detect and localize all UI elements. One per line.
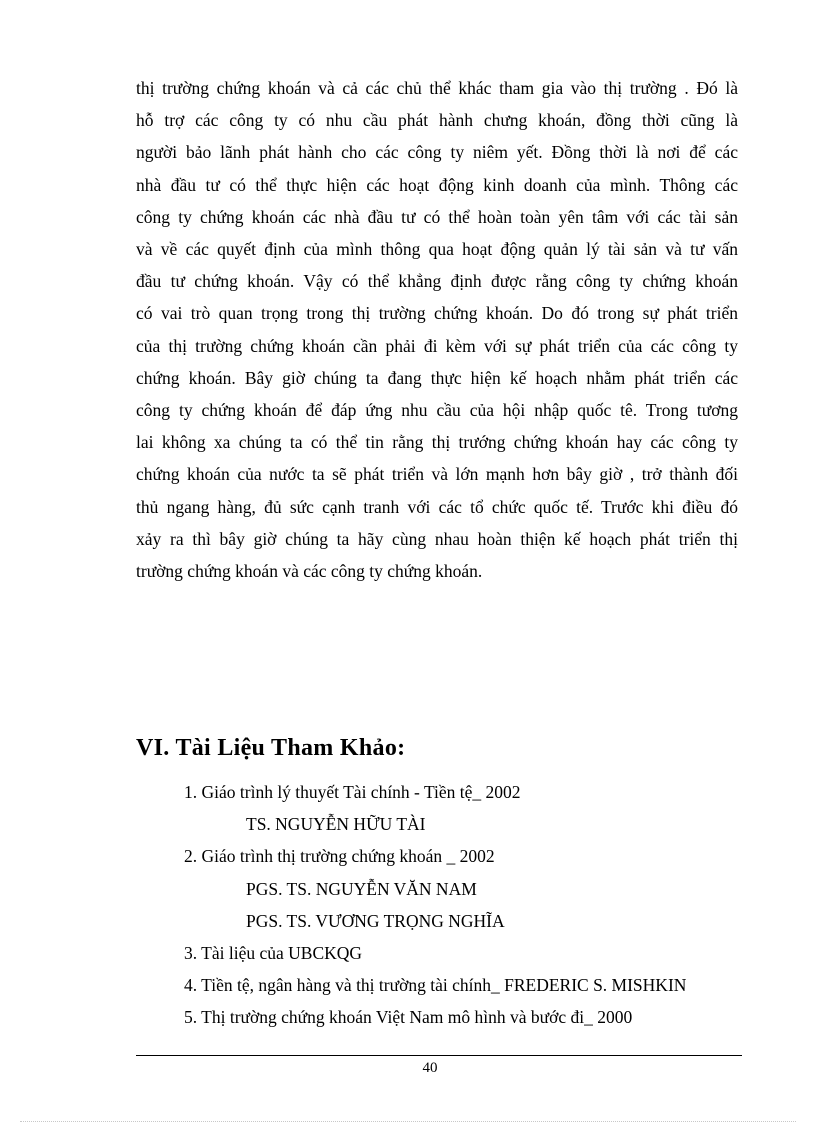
body-line: trường chứng khoán và các công ty chứng khoán. bbox=[136, 561, 483, 582]
body-line: thủ ngang hàng, đủ sức cạnh tranh với các tổ chức quốc tế. Trước khi điều đó bbox=[136, 496, 738, 517]
references-list bbox=[184, 776, 686, 1034]
body-line: xảy ra thì bây giờ chúng ta hãy cùng nhau hoàn thiện kế hoạch phát triển thị bbox=[136, 528, 738, 549]
page-number: 40 bbox=[422, 1060, 438, 1076]
references-heading: VI. Tài Liệu Tham Khảo: bbox=[136, 735, 406, 761]
body-line: có vai trò quan trọng trong thị trường chứng khoán. Do đó trong sự phát triển bbox=[136, 303, 738, 324]
page-bottom-edge bbox=[20, 1121, 796, 1122]
reference-author: TS. NGUYỄN HỮU TÀI bbox=[246, 814, 426, 835]
reference-author: PGS. TS. NGUYỄN VĂN NAM bbox=[246, 878, 477, 899]
reference-item: 4. Tiền tệ, ngân hàng và thị trường tài chính_ FREDERIC S. MISHKIN bbox=[184, 975, 687, 996]
reference-item: 2. Giáo trình thị trường chứng khoán _ 2002 bbox=[184, 846, 495, 867]
body-line: chứng khoán. Bây giờ chúng ta đang thực hiện kế hoạch nhằm phát triển các bbox=[136, 367, 738, 388]
body-line: hỗ trợ các công ty có nhu cầu phát hành chưng khoán, đồng thời cũng là bbox=[136, 110, 738, 131]
body-line: lai không xa chúng ta có thể tin rằng thị trướng chứng khoán hay các công ty bbox=[136, 432, 738, 453]
reference-item: 5. Thị trường chứng khoán Việt Nam mô hình và bước đi_ 2000 bbox=[184, 1007, 633, 1028]
body-line: của thị trường chứng khoán cần phải đi kèm với sự phát triển của các công ty bbox=[136, 335, 738, 356]
body-line: và về các quyết định của mình thông qua hoạt động quản lý tài sản và tư vấn bbox=[136, 239, 738, 260]
body-line: chứng khoán của nước ta sẽ phát triển và lớn mạnh hơn bây giờ , trở thành đối bbox=[136, 464, 738, 485]
footer-divider bbox=[136, 1055, 742, 1056]
reference-item: 1. Giáo trình lý thuyết Tài chính - Tiền tệ_ 2002 bbox=[184, 782, 521, 802]
body-line: người bảo lãnh phát hành cho các công ty niêm yết. Đồng thời là nơi để các bbox=[136, 142, 738, 163]
reference-author: PGS. TS. VƯƠNG TRỌNG NGHĨA bbox=[246, 910, 505, 931]
body-line: nhà đầu tư có thể thực hiện các hoạt động kinh doanh của mình. Thông các bbox=[136, 174, 738, 195]
body-line: công ty chứng khoán để đáp ứng nhu cầu của hội nhập quốc tê. Trong tương bbox=[136, 400, 738, 421]
reference-item: 3. Tài liệu của UBCKQG bbox=[184, 943, 363, 964]
body-line: thị trường chứng khoán và cả các chủ thể khác tham gia vào thị trường . Đó là bbox=[136, 78, 738, 98]
body-line: đầu tư chứng khoán. Vậy có thể khẳng định được rằng công ty chứng khoán bbox=[136, 271, 738, 292]
body-line: công ty chứng khoán các nhà đầu tư có thể hoàn toàn yên tâm với các tài sản bbox=[136, 206, 738, 227]
body-paragraph bbox=[136, 72, 738, 587]
